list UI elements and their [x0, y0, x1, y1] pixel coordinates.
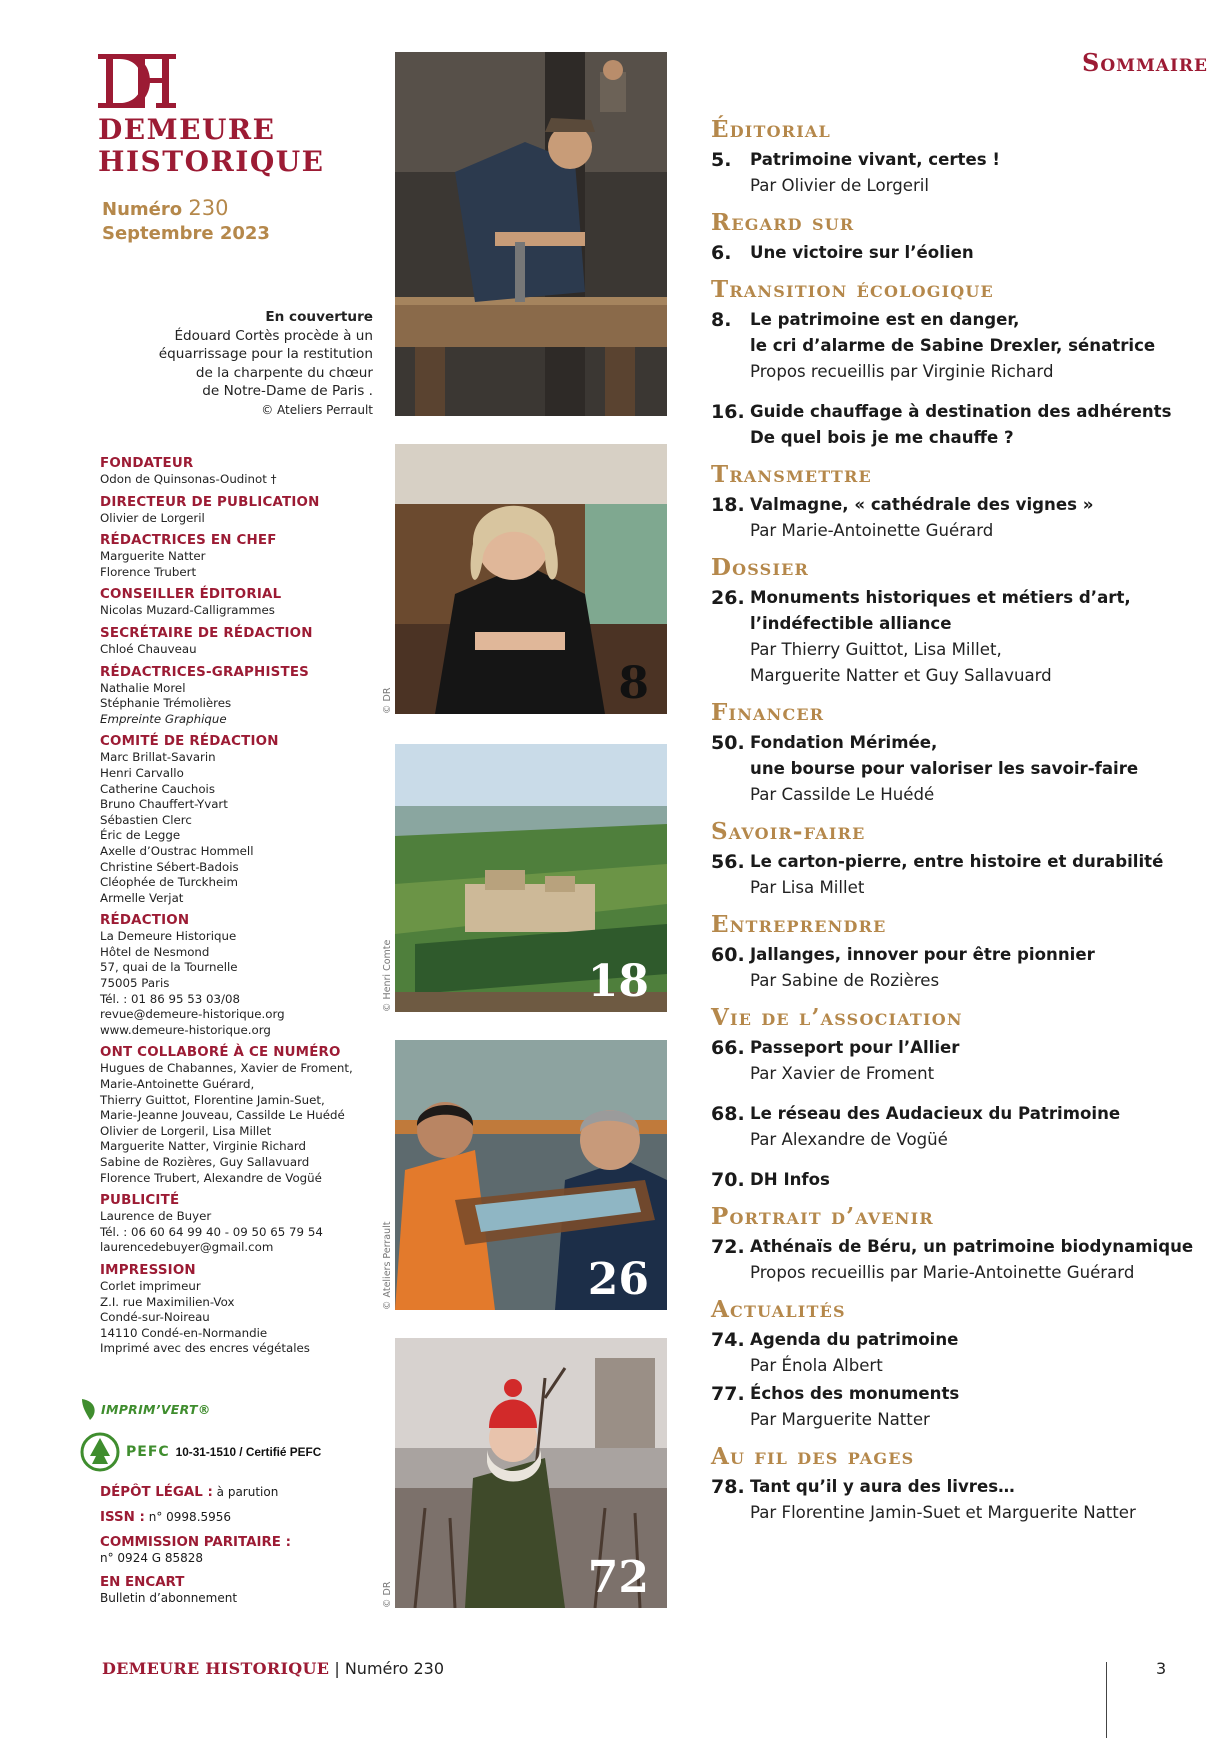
staff-role: IMPRESSION [100, 1262, 196, 1278]
legal-info [100, 1484, 390, 1614]
staff-name: Nathalie Morel [100, 680, 186, 695]
toc-section-heading: Actualités [711, 1296, 846, 1323]
staff-name: Catherine Cauchois [100, 781, 215, 796]
toc-page-number: 74. [711, 1329, 745, 1351]
staff-name: Florence Trubert [100, 564, 197, 579]
toc-entry-author: Par Xavier de Froment [750, 1064, 935, 1083]
toc-page-number: 68. [711, 1103, 745, 1125]
toc-entry [711, 1234, 1221, 1286]
staff-role: CONSEILLER ÉDITORIAL [100, 587, 282, 603]
staff-name: Odon de Quinsonas-Oudinot † [100, 472, 277, 486]
toc-section-heading: Éditorial [711, 116, 831, 143]
toc-entry-author: Par Sabine de Rozières [750, 971, 940, 990]
eco-labels [80, 1396, 380, 1474]
staff-name: 57, quai de la Tournelle [100, 960, 238, 975]
toc-entry [711, 1101, 1221, 1153]
toc-page-number: 16. [711, 401, 745, 423]
photo-credit: © DR [382, 687, 393, 714]
staff-block [100, 912, 380, 1038]
toc-entry [711, 492, 1221, 544]
toc-entry-author: Par Lisa Millet [750, 878, 865, 897]
photo-credit: © Henri Comte [382, 939, 393, 1012]
issue-prefix: Numéro [102, 199, 183, 220]
photo-athenais-de-beru [395, 1338, 667, 1608]
toc-section-heading: Savoir-faire [711, 818, 866, 845]
toc-section-heading: Dossier [711, 554, 810, 581]
toc-entry-title: Le patrimoine est en danger, [750, 310, 1020, 329]
toc-entry [711, 849, 1221, 901]
toc-entry [711, 1327, 1221, 1379]
toc-page-number: 78. [711, 1476, 745, 1498]
legal-issn: ISSN : n° 0998.5956 [100, 1510, 232, 1525]
photo-page-number: 26 [587, 1254, 649, 1305]
toc-entry [711, 1167, 1221, 1193]
brand-line-1: DEMEURE [98, 113, 276, 146]
sommaire-title: Sommaire [1081, 48, 1208, 77]
staff-block [100, 586, 380, 619]
staff-role: PUBLICITÉ [100, 1193, 180, 1209]
pefc-number: 10-31-1510 / Certifié PEFC [175, 1445, 322, 1459]
toc-page-number: 60. [711, 944, 745, 966]
cover-caption-line: de Notre-Dame de Paris . [202, 383, 373, 400]
toc-entry [711, 1035, 1221, 1087]
toc-entry-title: Une victoire sur l’éolien [750, 243, 974, 262]
staff-name: Tél. : 01 86 95 53 03/08 [100, 991, 241, 1006]
toc-section-heading: Financer [711, 699, 825, 726]
toc-entry-title: Agenda du patrimoine [750, 1330, 959, 1349]
cover-photo-carpenter [395, 52, 667, 416]
photo-metiers-art [395, 1040, 667, 1310]
toc-page-number: 66. [711, 1037, 745, 1059]
staff-name: Condé-sur-Noireau [100, 1310, 210, 1325]
staff-name: Stéphanie Trémolières [100, 696, 232, 711]
toc-entry [711, 942, 1221, 994]
legal-commission: COMMISSION PARITAIRE : n° 0924 G 85828 [100, 1535, 291, 1565]
toc-entry-author: Par Marie-Antoinette Guérard [750, 521, 994, 540]
pefc-word: PEFC [126, 1444, 170, 1460]
staff-name: Olivier de Lorgeril [100, 510, 205, 525]
staff-name: Axelle d’Oustrac Hommell [100, 843, 254, 858]
toc-entry-author: Par Cassilde Le Huédé [750, 785, 935, 804]
staff-block [100, 625, 380, 658]
toc-entry-title: Le réseau des Audacieux du Patrimoine [750, 1104, 1121, 1123]
toc-section-heading: Entreprendre [711, 911, 887, 938]
toc-section-heading: Portrait d’avenir [711, 1203, 934, 1230]
photo-page-number: 8 [618, 658, 649, 709]
toc-entry-title: Monuments historiques et métiers d’art, [750, 588, 1131, 607]
toc-entry-author: Par Marguerite Natter [750, 1410, 930, 1429]
toc-page-number: 5. [711, 149, 732, 171]
staff-name: Nicolas Muzard-Calligrammes [100, 603, 275, 618]
staff-role: RÉDACTRICES EN CHEF [100, 533, 277, 549]
toc-entry-author: Par Florentine Jamin-Suet et Marguerite Natter [750, 1503, 1136, 1522]
staff-name: Marie-Jeanne Jouveau, Cassilde Le Huédé [100, 1108, 345, 1123]
toc-entry-title: Échos des monuments [750, 1384, 960, 1403]
staff-name: Hôtel de Nesmond [100, 944, 210, 959]
staff-name: Marguerite Natter [100, 549, 206, 564]
staff-name: Henri Carvallo [100, 765, 184, 780]
staff-name: Éric de Legge [100, 828, 181, 843]
legal-depot: DÉPÔT LÉGAL : à parution [100, 1485, 279, 1500]
staff-name: Cléophée de Turckheim [100, 875, 239, 890]
staff-block [100, 733, 380, 906]
staff-block [100, 664, 380, 728]
staff-name: 14110 Condé-en-Normandie [100, 1325, 268, 1340]
toc-entry-author: Par Alexandre de Vogüé [750, 1130, 948, 1149]
toc-entry-author: Par Olivier de Lorgeril [750, 176, 929, 195]
toc-entry-title: l’indéfectible alliance [750, 614, 952, 633]
issue-date: Septembre 2023 [102, 223, 270, 244]
toc-page-number: 77. [711, 1383, 745, 1405]
staff-name: Sabine de Rozières, Guy Sallavuard [100, 1155, 310, 1169]
staff-role: ONT COLLABORÉ À CE NUMÉRO [100, 1045, 341, 1061]
toc-entry-title: une bourse pour valoriser les savoir-faire [750, 759, 1139, 778]
toc-entry-author: Par Énola Albert [750, 1356, 883, 1375]
staff-block [100, 532, 380, 580]
toc-section-heading: Transition écologique [711, 276, 994, 303]
toc-entry [711, 1474, 1221, 1526]
staff-agency: Empreinte Graphique [100, 711, 227, 726]
staff-name: Florence Trubert, Alexandre de Vogüé [100, 1170, 322, 1185]
cover-caption-line: de la charpente du chœur [195, 364, 373, 381]
staff-name: Marguerite Natter, Virginie Richard [100, 1139, 307, 1154]
toc-entry-title: Fondation Mérimée, [750, 733, 938, 752]
toc-entry-title: Tant qu’il y aura des livres… [750, 1477, 1015, 1496]
toc-entry-title: Jallanges, innover pour être pionnier [750, 945, 1095, 964]
toc-entry-title: Guide chauffage à destination des adhérents [750, 402, 1172, 421]
toc-entry [711, 730, 1221, 808]
toc-page-number: 18. [711, 494, 745, 516]
toc-entry-title: DH Infos [750, 1170, 830, 1189]
footer [102, 1659, 444, 1678]
toc-section-heading: Au fil des pages [711, 1443, 915, 1470]
staff-block [100, 1262, 380, 1357]
photo-valmagne [395, 744, 667, 1012]
staff-name: Hugues de Chabannes, Xavier de Froment, [100, 1061, 353, 1076]
staff-name: Christine Sébert-Badois [100, 859, 239, 874]
toc-page-number: 26. [711, 587, 745, 609]
staff-name: revue@demeure-historique.org [100, 1007, 285, 1022]
toc-entry-title: Passeport pour l’Allier [750, 1038, 960, 1057]
toc-entry [711, 240, 1221, 266]
table-of-contents [711, 115, 1221, 1526]
staff-role: RÉDACTION [100, 913, 190, 929]
toc-entry-title: De quel bois je me chauffe ? [750, 428, 1014, 447]
staff-role: SECRÉTAIRE DE RÉDACTION [100, 625, 313, 641]
toc-section-heading: Transmettre [711, 461, 872, 488]
brand-title [98, 114, 325, 178]
toc-entry-title: Patrimoine vivant, certes ! [750, 150, 1000, 169]
legal-encart: EN ENCART Bulletin d’abonnement [100, 1575, 238, 1605]
cover-caption [159, 308, 373, 420]
toc-entry [711, 399, 1221, 451]
staff-name: Sébastien Clerc [100, 812, 192, 827]
toc-entry-title: Athénaïs de Béru, un patrimoine biodynamique [750, 1237, 1194, 1256]
staff-name: Tél. : 06 60 64 99 40 - 09 50 65 79 54 [100, 1224, 323, 1239]
toc-section-heading: Regard sur [711, 209, 855, 236]
staff-name: www.demeure-historique.org [100, 1022, 271, 1037]
staff-name: Corlet imprimeur [100, 1278, 201, 1293]
staff-role: COMITÉ DE RÉDACTION [100, 734, 279, 750]
toc-page-number: 50. [711, 732, 745, 754]
photo-credit: © Ateliers Perrault [382, 1221, 393, 1310]
staff-name: Marie-Antoinette Guérard, [100, 1077, 255, 1092]
toc-page-number: 72. [711, 1236, 745, 1258]
toc-entry-title: le cri d’alarme de Sabine Drexler, sénatrice [750, 336, 1156, 355]
photo-page-number: 18 [587, 956, 649, 1007]
pefc-label [80, 1430, 380, 1474]
imprim-vert-text: IMPRIM’VERT® [101, 1401, 211, 1417]
toc-page-number: 8. [711, 309, 732, 331]
staff-name: 75005 Paris [100, 976, 170, 991]
footer-brand: DEMEURE HISTORIQUE [102, 1659, 330, 1678]
photo-page-number: 72 [587, 1552, 649, 1603]
cover-caption-line: Édouard Cortès procède à un [174, 327, 373, 344]
imprim-vert-label [80, 1396, 380, 1422]
toc-entry [711, 307, 1221, 385]
staff-name: La Demeure Historique [100, 929, 237, 944]
toc-entry-title: Valmagne, « cathédrale des vignes » [750, 495, 1094, 514]
staff-block [100, 1044, 380, 1186]
staff-role: DIRECTEUR DE PUBLICATION [100, 494, 320, 510]
staff-name: Bruno Chauffert-Yvart [100, 797, 228, 812]
footer-divider [1106, 1662, 1107, 1738]
staff-name: Laurence de Buyer [100, 1209, 212, 1224]
leaf-icon [80, 1397, 98, 1421]
photo-credit: © DR [382, 1581, 393, 1608]
page-number: 3 [1156, 1659, 1167, 1678]
cover-caption-credit: © Ateliers Perrault [261, 402, 373, 417]
staff-block [100, 455, 380, 488]
staff-block [100, 1192, 380, 1256]
issue-info [102, 196, 270, 246]
toc-entry-author: Marguerite Natter et Guy Sallavuard [750, 666, 1052, 685]
staff-role: RÉDACTRICES-GRAPHISTES [100, 664, 310, 680]
toc-entry [711, 585, 1221, 689]
staff-name: Chloé Chauveau [100, 641, 197, 656]
footer-issue: | Numéro 230 [329, 1659, 445, 1678]
staff-box [100, 455, 380, 1363]
brand-line-2: HISTORIQUE [98, 145, 325, 178]
toc-section-heading: Vie de l’association [711, 1004, 963, 1031]
toc-entry-author: Par Thierry Guittot, Lisa Millet, [750, 640, 1002, 659]
toc-entry [711, 147, 1221, 199]
toc-page-number: 70. [711, 1169, 745, 1191]
dh-logo [94, 52, 180, 110]
toc-entry [711, 1381, 1221, 1433]
toc-page-number: 56. [711, 851, 745, 873]
toc-entry-author: Propos recueillis par Marie-Antoinette Guérard [750, 1263, 1135, 1282]
staff-name: Thierry Guittot, Florentine Jamin-Suet, [100, 1092, 325, 1107]
cover-caption-title: En couverture [265, 309, 373, 325]
issue-number: 230 [188, 196, 229, 220]
staff-name: Imprimé avec des encres végétales [100, 1341, 310, 1356]
staff-name: Armelle Verjat [100, 890, 184, 905]
photo-sabine-drexler [395, 444, 667, 714]
toc-page-number: 6. [711, 242, 732, 264]
toc-entry-author: Propos recueillis par Virginie Richard [750, 362, 1054, 381]
cover-caption-line: équarrissage pour la restitution [158, 346, 373, 363]
staff-name: Olivier de Lorgeril, Lisa Millet [100, 1123, 272, 1138]
staff-role: FONDATEUR [100, 456, 194, 471]
staff-name: laurencedebuyer@gmail.com [100, 1240, 274, 1255]
pefc-tree-icon [80, 1432, 124, 1472]
staff-name: Z.I. rue Maximilien-Vox [100, 1294, 235, 1309]
toc-entry-title: Le carton-pierre, entre histoire et durabilité [750, 852, 1164, 871]
staff-block [100, 494, 380, 527]
staff-name: Marc Brillat-Savarin [100, 750, 216, 765]
